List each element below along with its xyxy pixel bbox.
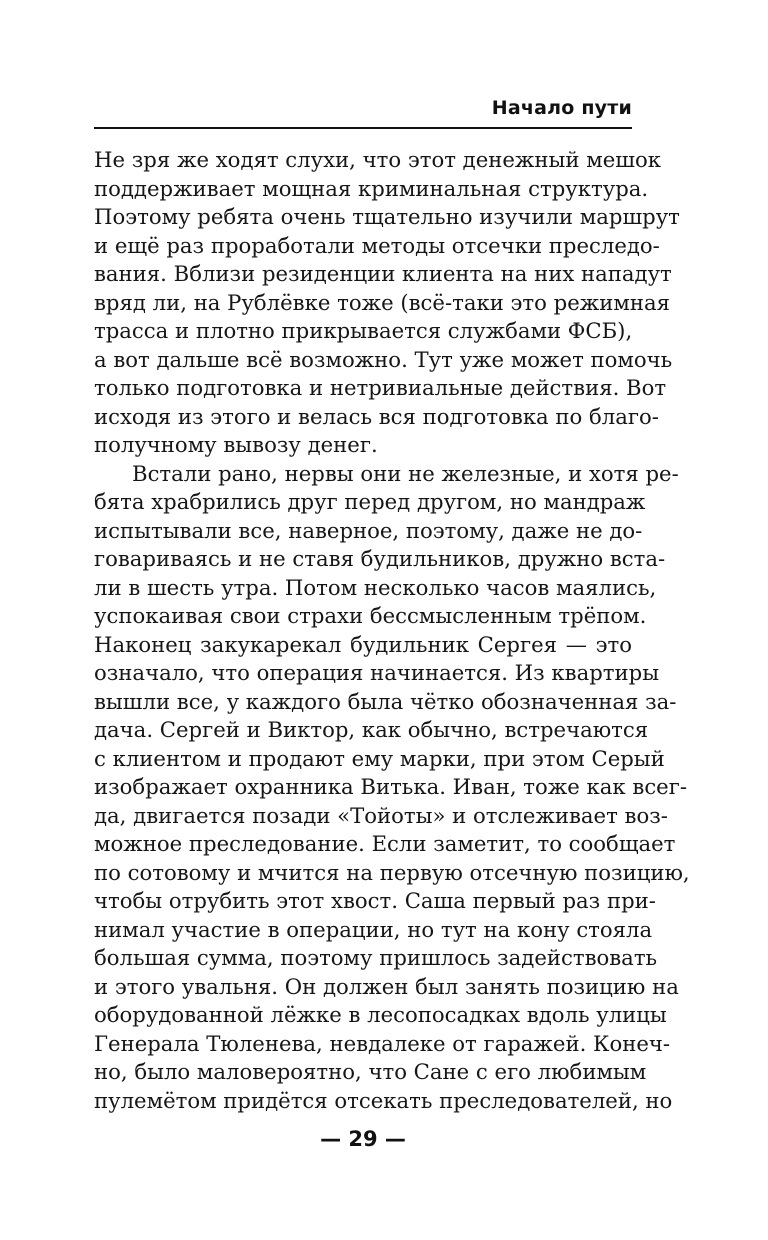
text-line: оборудованной лёжке в лесопосадках вдоль улицы xyxy=(94,1002,667,1027)
text-line: чтобы отрубить этот хвост. Саша первый раз при- xyxy=(94,888,656,913)
text-line: дача. Сергей и Виктор, как обычно, встречаются xyxy=(94,717,649,742)
text-line: ли в шесть утра. Потом несколько часов маялись, xyxy=(94,574,657,600)
text-line: говариваясь и не ставя будильников, дружно вста- xyxy=(94,546,666,571)
text-line: изображает охранника Витька. Иван, тоже как всег- xyxy=(94,774,687,799)
text-line: бята храбрились друг перед другом, но мандраж xyxy=(94,489,646,514)
text-line: только подготовка и нетривиальные действия. Вот xyxy=(94,375,667,400)
page-number: — 29 — xyxy=(320,1127,406,1151)
text-line: большая сумма, поэтому пришлось задействовать xyxy=(94,945,658,970)
text-line: а вот дальше всё возможно. Тут уже может помочь xyxy=(94,346,673,372)
text-line: Не зря же ходят слухи, что этот денежный мешок xyxy=(94,147,661,172)
text-line: вания. Вблизи резиденции клиента на них нападут xyxy=(94,261,672,286)
paragraph xyxy=(94,460,690,1116)
text-line: и ещё раз проработали методы отсечки преследо- xyxy=(94,232,660,258)
text-line: и этого увальня. Он должен был занять позицию на xyxy=(94,973,679,999)
text-line: Генерала Тюленева, невдалеке от гаражей. Конеч- xyxy=(94,1030,671,1056)
text-line: по сотовому и мчится на первую отсечную позицию, xyxy=(94,859,690,885)
text-line: но, было маловероятно, что Сане с его любимым xyxy=(94,1059,647,1084)
text-line: поддерживает мощная криминальная структура. xyxy=(94,175,649,201)
paragraph xyxy=(94,146,680,460)
text-line: вышли все, у каждого была чётко обозначенная за- xyxy=(94,688,677,714)
text-line: Поэтому ребята очень тщательно изучили маршрут xyxy=(94,204,680,229)
body-text xyxy=(94,146,690,1115)
text-line: да, двигается позади «Тойоты» и отслеживает воз- xyxy=(94,802,668,828)
text-line: Наконец закукарекал будильник Сергея — это xyxy=(94,631,632,657)
text-line: получному вывозу денег. xyxy=(94,432,378,457)
text-line: пулемётом придётся отсекать преследователей, но xyxy=(94,1087,673,1113)
text-line: означало, что операция начинается. Из квартиры xyxy=(94,660,660,685)
text-line: успокаивая свои страхи бессмысленным трёпом. xyxy=(94,603,647,628)
text-line: вряд ли, на Рублёвке тоже (всё-таки это режимная xyxy=(94,289,670,315)
text-line: Встали рано, нервы они не железные, и хотя ре- xyxy=(132,460,679,486)
text-line: исходя из этого и велась вся подготовка по благо- xyxy=(94,403,659,429)
text-line: нимал участие в операции, но тут на кону стояла xyxy=(94,916,653,942)
text-line: трасса и плотно прикрывается службами ФСБ), xyxy=(94,318,633,343)
text-line: можное преследование. Если заметит, то сообщает xyxy=(94,831,676,856)
running-title: Начало пути xyxy=(491,97,632,119)
text-line: испытывали все, наверное, поэтому, даже не до- xyxy=(94,517,643,543)
text-line: с клиентом и продают ему марки, при этом Серый xyxy=(94,745,665,771)
header-rule xyxy=(94,127,632,129)
